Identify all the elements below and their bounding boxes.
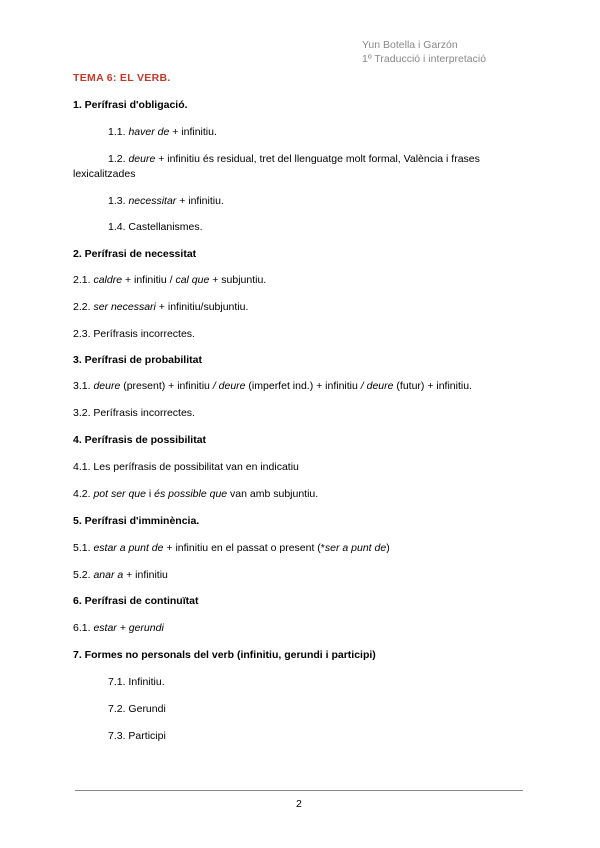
list-item-2-1: 2.1. caldre + infinitiu / cal que + subjuntiu.: [73, 274, 267, 286]
list-item-5-1: 5.1. estar a punt de + infinitiu en el passat o present (*ser a punt de): [73, 542, 390, 554]
list-item-1-3: 1.3. necessitar + infinitiu.: [108, 195, 224, 207]
list-item-2-2: 2.2. ser necessari + infinitiu/subjuntiu.: [73, 301, 249, 313]
list-item-4-2: 4.2. pot ser que i és possible que van amb subjuntiu.: [73, 488, 319, 500]
list-item-7-1: 7.1. Infinitiu.: [108, 676, 165, 688]
list-item-3-2: 3.2. Perífrasis incorrectes.: [73, 407, 195, 419]
list-item-1-1: 1.1. haver de + infinitiu.: [108, 126, 217, 138]
list-item-7-2: 7.2. Gerundi: [108, 703, 166, 715]
section-heading-3: 3. Perífrasi de probabilitat: [73, 354, 202, 366]
footer-divider: [75, 790, 523, 791]
section-heading-7: 7. Formes no personals del verb (infinitiu, gerundi i participi): [73, 649, 376, 661]
list-item-6-1: 6.1. estar + gerundi: [73, 622, 164, 634]
section-heading-1: 1. Perífrasi d'obligació.: [73, 99, 188, 111]
section-heading-4: 4. Perífrasis de possibilitat: [73, 434, 207, 446]
document-title: TEMA 6: EL VERB.: [73, 72, 171, 84]
list-item-2-3: 2.3. Perífrasis incorrectes.: [73, 328, 195, 340]
section-heading-5: 5. Perífrasi d'imminència.: [73, 515, 200, 527]
section-heading-6: 6. Perífrasi de continuïtat: [73, 595, 199, 607]
list-item-7-3: 7.3. Participi: [108, 730, 166, 742]
list-item-3-1: 3.1. deure (present) + infinitiu / deure (imperfet ind.) + infinitiu / deure (futur) + infinitiu.: [73, 380, 472, 392]
header-author: Yun Botella i Garzón: [362, 39, 458, 51]
list-item-1-4: 1.4. Castellanismes.: [108, 221, 203, 233]
section-heading-2: 2. Perífrasi de necessitat: [73, 248, 197, 260]
header-course: 1º Traducció i interpretació: [362, 53, 487, 65]
list-item-1-2: 1.2. deure + infinitiu és residual, tret del llenguatge molt formal, València i frases lexicalitzades: [73, 153, 480, 180]
list-item-5-2: 5.2. anar a + infinitiu: [73, 569, 168, 581]
list-item-4-1: 4.1. Les perífrasis de possibilitat van en indicatiu: [73, 461, 299, 473]
page-number: 2: [296, 798, 302, 810]
